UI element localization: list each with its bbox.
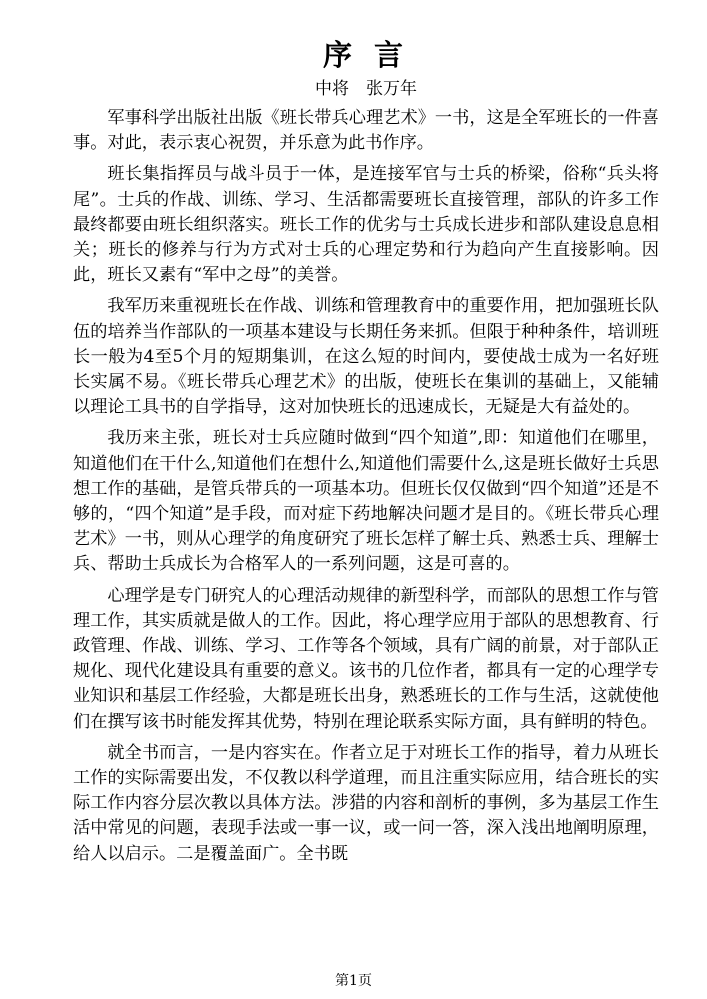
author-line: 中将 张万年: [315, 79, 417, 99]
paragraph-5: 心理学是专门研究人的心理活动规律的新型科学，而部队的思想工作与管理工作，其实质就是做人的工作。因此，将心理学应用于部队的思想教育、行政管理、作战、训练、学习、工作等各个领域，具有广阔的前景，对于部队正规化、现代化建设具有重要的意义。该书的几位作者，都具有一定的心理学专业知识和基层工作经验，大都是班长出身，熟悉班长的工作与生活，这就使他们在撰写该书时能发挥其优势，特别在理论联系实际方面，具有鲜明的特色。: [73, 585, 659, 732]
paragraph-1: 军事科学出版社出版《班长带兵心理艺术》一书，这是全军班长的一件喜事。对此，表示衷心祝贺，并乐意为此书作序。: [73, 108, 659, 154]
paragraph-3: 我军历来重视班长在作战、训练和管理教育中的重要作用，把加强班长队伍的培养当作部队的一项基本建设与长期任务来抓。但限于种种条件，培训班长一般为4至5个月的短期集训，在这么短的时间内，要使战士成为一名好班长实属不易。《班长带兵心理艺术》的出版，使班长在集训的基础上，又能辅以理论工具书的自学指导，这对加快班长的迅速成长，无疑是大有益处的。: [73, 296, 659, 418]
paragraph-2: 班长集指挥员与战斗员于一体，是连接军官与士兵的桥梁，俗称“兵头将尾”。士兵的作战、训练、学习、生活都需要班长直接管理，部队的许多工作最终都要由班长组织落实。班长工作的优劣与士兵成长进步和部队建设息息相关；班长的修养与行为方式对士兵的心理定势和行为趋向产生直接影响。因此，班长又素有“军中之母”的美誉。: [73, 164, 659, 286]
paragraph-6: 就全书而言，一是内容实在。作者立足于对班长工作的指导，着力从班长工作的实际需要出发，不仅教以科学道理，而且注重实际应用，结合班长的实际工作内容分层次教以具体方法。涉猎的内容和剖析的事例，多为基层工作生活中常见的问题，表现手法或一事一议，或一问一答，深入浅出地阐明原理，给人以启示。二是覆盖面广。全书既: [73, 742, 659, 864]
page-title: 序 言: [322, 38, 410, 72]
paragraph-4: 我历来主张，班长对士兵应随时做到“四个知道”,即：知道他们在哪里，知道他们在干什么,知道他们在想什么,知道他们需要什么,这是班长做好士兵思想工作的基础，是管兵带兵的一项基本功。但班长仅仅做到“四个知道”还是不够的，“四个知道”是手段，而对症下药地解决问题才是目的。《班长带兵心理艺术》一书，则从心理学的角度研究了班长怎样了解士兵、熟悉士兵、理解士兵、帮助士兵成长为合格军人的一系列问题，这是可喜的。: [73, 428, 659, 575]
page-number: 第1页: [335, 973, 372, 989]
